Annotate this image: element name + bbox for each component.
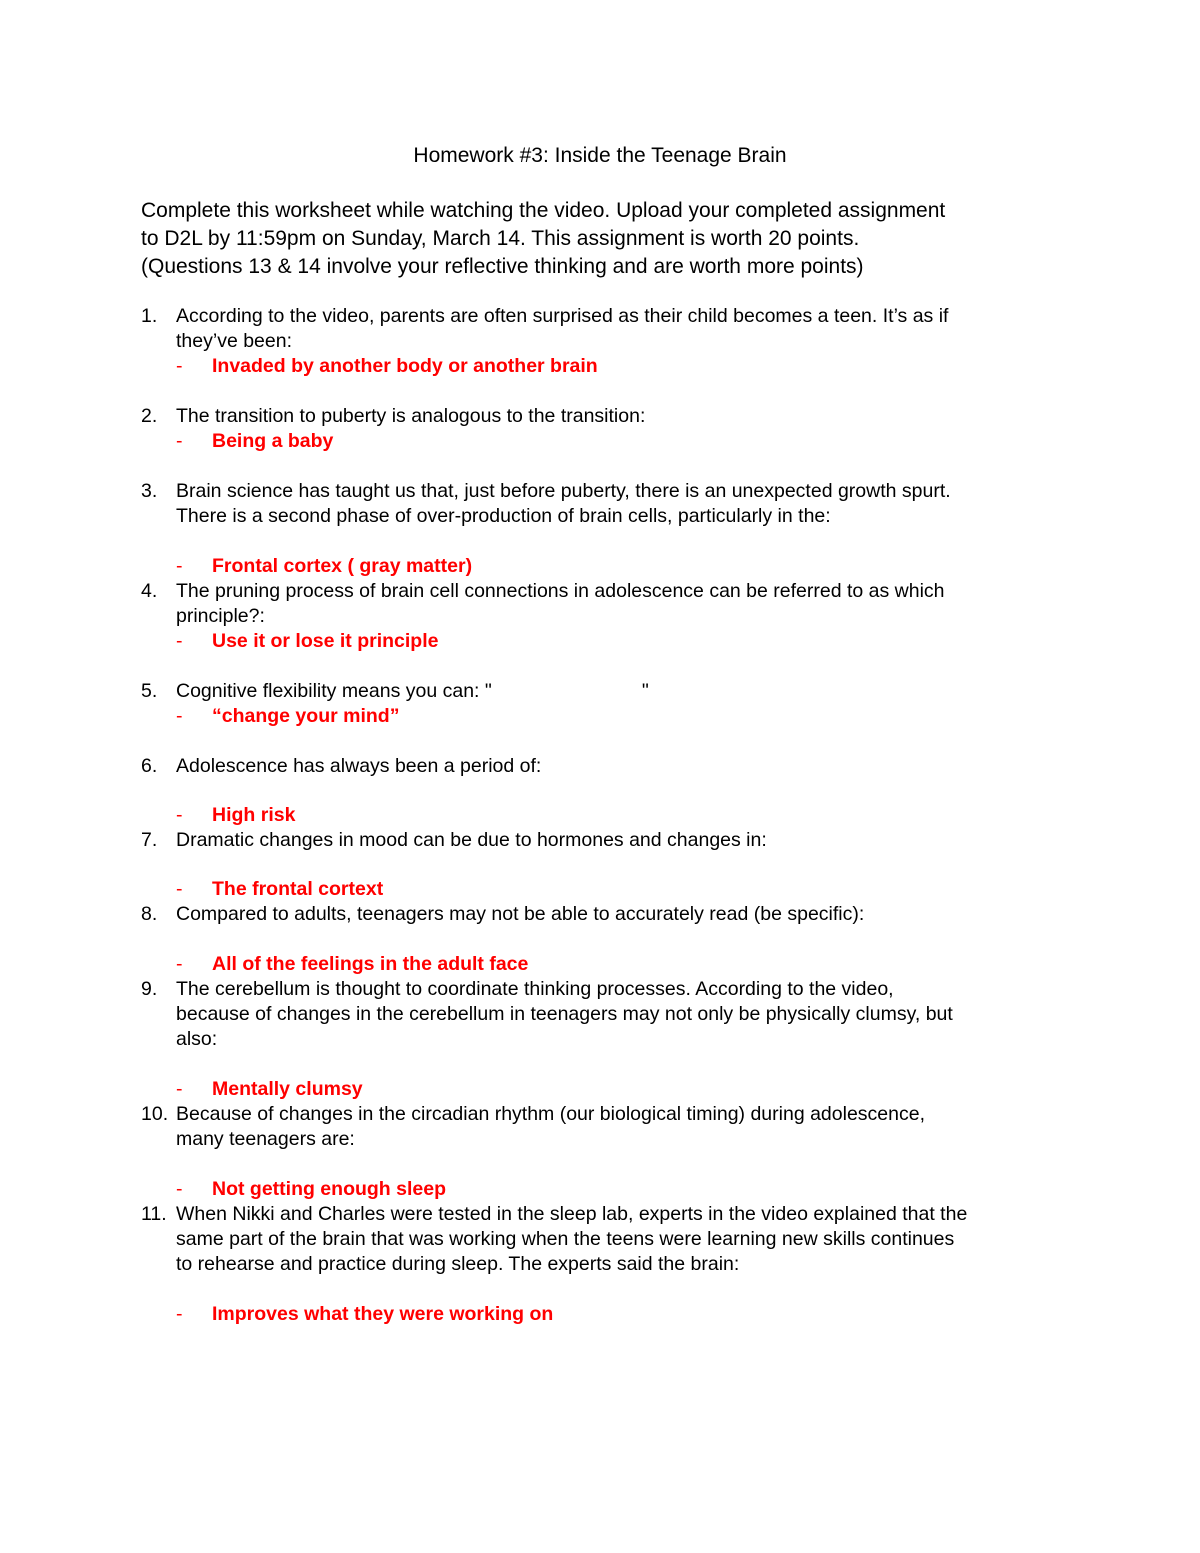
answer-bullet: -: [176, 1178, 183, 1200]
answer-text: High risk: [212, 804, 296, 826]
question-text: Brain science has taught us that, just before puberty, there is an unexpected growth spurt.: [176, 480, 951, 502]
answer-text: Not getting enough sleep: [212, 1178, 446, 1200]
answer-text: Frontal cortex ( gray matter): [212, 555, 473, 577]
answer-bullet: -: [176, 804, 183, 826]
answer-bullet: -: [176, 878, 183, 900]
answer-bullet: -: [176, 705, 183, 727]
answer-bullet: -: [176, 1078, 183, 1100]
question-number: 10.: [141, 1103, 169, 1125]
question-number: 11.: [141, 1203, 167, 1225]
question-text: When Nikki and Charles were tested in the sleep lab, experts in the video explained that the: [176, 1203, 968, 1225]
answer-text: Use it or lose it principle: [212, 630, 439, 652]
answer-bullet: -: [176, 630, 183, 652]
question-5: [141, 679, 1071, 704]
answer-bullet: -: [176, 355, 183, 377]
instructions-line: (Questions 13 & 14 involve your reflective thinking and are worth more points): [141, 255, 864, 278]
answer-9: [141, 1077, 1071, 1102]
question-9: [141, 977, 1071, 1052]
question-text: same part of the brain that was working when the teens were learning new skills continues: [176, 1228, 955, 1250]
answer-5: [141, 704, 1071, 729]
question-number: 5.: [141, 680, 158, 702]
question-11: [141, 1202, 1071, 1277]
answer-1: [141, 354, 1071, 379]
answer-text: “change your mind”: [212, 705, 400, 727]
question-text: Adolescence has always been a period of:: [176, 755, 542, 777]
question-number: 3.: [141, 480, 158, 502]
question-3: [141, 479, 1071, 529]
question-2: [141, 404, 1071, 429]
question-text: The transition to puberty is analogous to the transition:: [176, 405, 646, 427]
question-text-end: ": [641, 680, 649, 702]
answer-7: [141, 877, 1071, 902]
question-4: [141, 579, 1071, 629]
question-number: 4.: [141, 580, 158, 602]
answer-2: [141, 429, 1071, 454]
question-text: principle?:: [176, 605, 265, 627]
question-text: According to the video, parents are often surprised as their child becomes a teen. It’s as if: [176, 305, 949, 327]
answer-10: [141, 1177, 1071, 1202]
question-text: to rehearse and practice during sleep. The experts said the brain:: [176, 1253, 740, 1275]
answer-text: Invaded by another body or another brain: [212, 355, 598, 377]
question-text: There is a second phase of over-production of brain cells, particularly in the:: [176, 505, 831, 527]
question-8: [141, 902, 1071, 927]
question-10: [141, 1102, 1071, 1152]
answer-3: [141, 554, 1071, 579]
answer-text: All of the feelings in the adult face: [212, 953, 529, 975]
question-text: The pruning process of brain cell connections in adolescence can be referred to as which: [176, 580, 945, 602]
answer-text: The frontal cortext: [212, 878, 384, 900]
question-text: [176, 679, 1071, 704]
question-text: Compared to adults, teenagers may not be able to accurately read (be specific):: [176, 903, 865, 925]
instructions: [141, 197, 1071, 281]
question-number: 2.: [141, 405, 158, 427]
question-text: many teenagers are:: [176, 1128, 355, 1150]
question-text: The cerebellum is thought to coordinate thinking processes. According to the video,: [176, 978, 894, 1000]
answer-text: Improves what they were working on: [212, 1303, 554, 1325]
question-number: 8.: [141, 903, 158, 925]
answer-bullet: -: [176, 953, 183, 975]
instructions-line: Complete this worksheet while watching the video. Upload your completed assignment: [141, 199, 946, 222]
question-text: also:: [176, 1028, 218, 1050]
answer-text: Mentally clumsy: [212, 1078, 363, 1100]
question-6: [141, 754, 1071, 779]
answer-8: [141, 952, 1071, 977]
question-number: 6.: [141, 755, 158, 777]
question-text: Because of changes in the circadian rhythm (our biological timing) during adolescence,: [176, 1103, 925, 1125]
question-text: they’ve been:: [176, 330, 293, 352]
answer-text: Being a baby: [212, 430, 334, 452]
question-1: [141, 304, 1071, 354]
question-number: 1.: [141, 305, 158, 327]
answer-4: [141, 629, 1071, 654]
question-list: [141, 304, 1071, 1327]
question-number: 9.: [141, 978, 158, 1000]
question-number: 7.: [141, 829, 158, 851]
answer-6: [141, 803, 1071, 828]
question-text: Dramatic changes in mood can be due to hormones and changes in:: [176, 829, 767, 851]
question-text-start: Cognitive flexibility means you can: ": [176, 680, 492, 702]
question-7: [141, 828, 1071, 853]
worksheet-title: Homework #3: Inside the Teenage Brain: [413, 144, 787, 167]
answer-bullet: -: [176, 430, 183, 452]
answer-11: [141, 1302, 1071, 1327]
instructions-line: to D2L by 11:59pm on Sunday, March 14. This assignment is worth 20 points.: [141, 227, 860, 250]
answer-bullet: -: [176, 555, 183, 577]
answer-bullet: -: [176, 1303, 183, 1325]
question-text: because of changes in the cerebellum in teenagers may not only be physically clumsy, but: [176, 1003, 953, 1025]
